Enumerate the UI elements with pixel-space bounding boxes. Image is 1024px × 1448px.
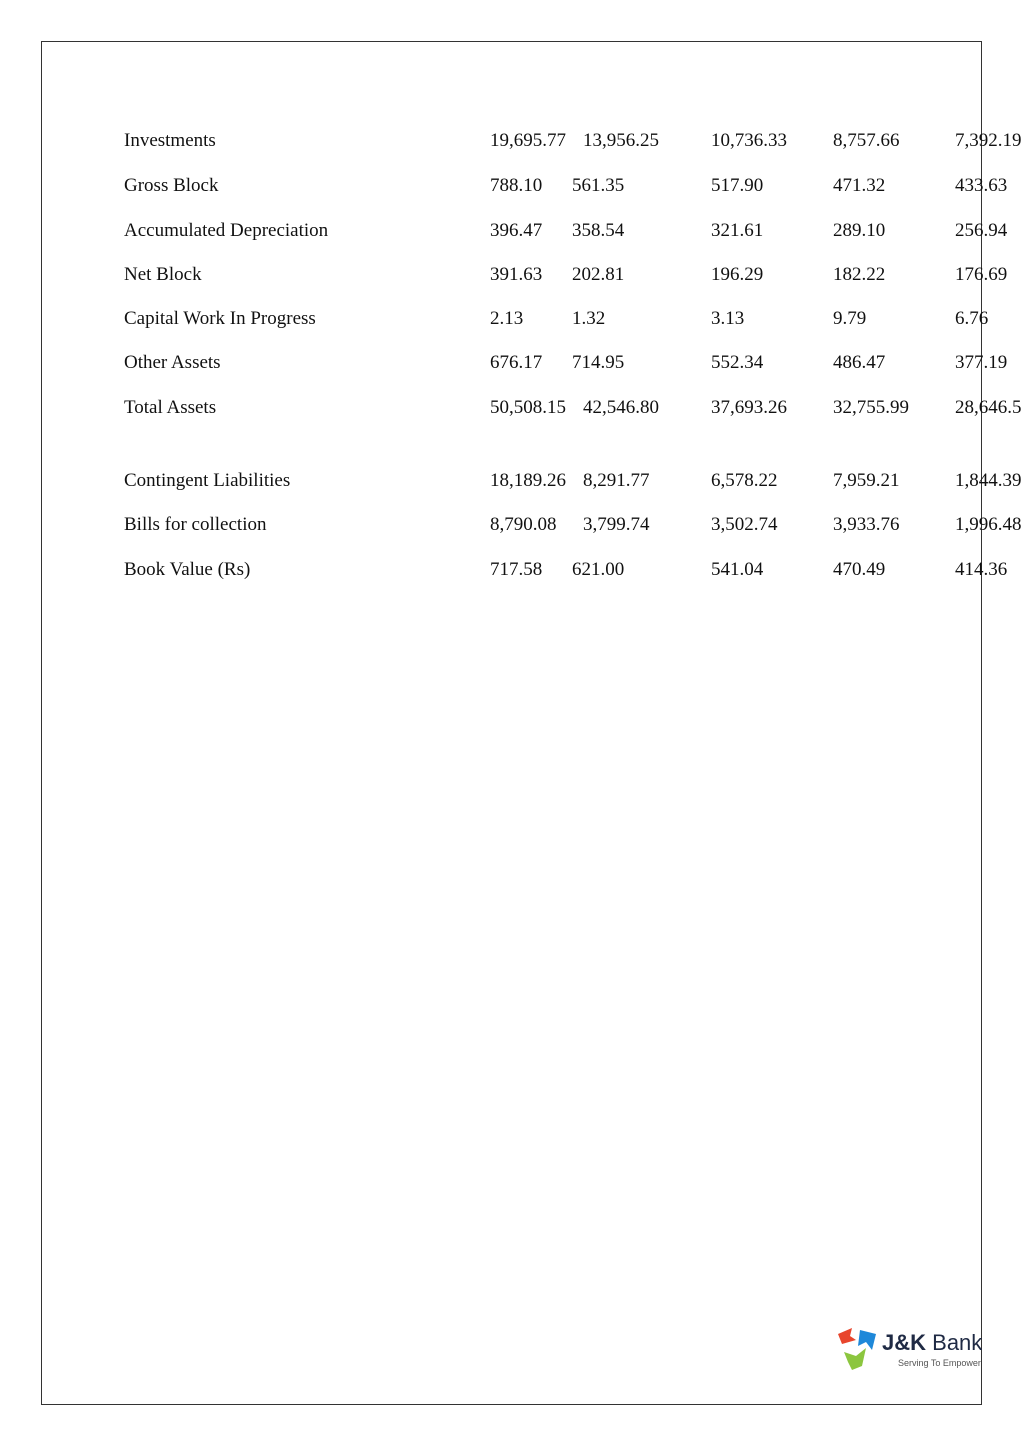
jk-bank-logo-icon (836, 1326, 882, 1372)
value-col-4: 7,959.21 (833, 470, 900, 491)
jk-bank-logo (836, 1326, 982, 1378)
value-col-1: 391.63 (490, 264, 543, 285)
value-col-5: 433.63 (955, 175, 1008, 196)
logo-blue-arrow (858, 1330, 876, 1350)
value-col-3: 517.90 (711, 175, 764, 196)
value-col-2: 3,799.74 (583, 514, 650, 535)
value-col-2: 621.00 (572, 559, 625, 580)
value-col-4: 8,757.66 (833, 130, 900, 151)
value-col-5: 28,646.5 (955, 397, 1022, 418)
value-col-1: 676.17 (490, 352, 543, 373)
value-col-5: 1,844.39 (955, 470, 1022, 491)
value-col-5: 256.94 (955, 220, 1008, 241)
value-col-2: 13,956.25 (583, 130, 659, 151)
value-col-2: 42,546.80 (583, 397, 659, 418)
value-col-4: 486.47 (833, 352, 886, 373)
row-label: Book Value (Rs) (124, 559, 251, 580)
row-label: Accumulated Depreciation (124, 220, 329, 241)
value-col-5: 414.36 (955, 559, 1008, 580)
logo-tagline: Serving To Empower (898, 1358, 981, 1368)
value-col-2: 358.54 (572, 220, 625, 241)
value-col-4: 32,755.99 (833, 397, 909, 418)
row-label: Net Block (124, 264, 202, 285)
value-col-1: 8,790.08 (490, 514, 557, 535)
value-col-4: 9.79 (833, 308, 867, 329)
value-col-1: 50,508.15 (490, 397, 566, 418)
logo-red-arrow (838, 1328, 856, 1344)
value-col-4: 182.22 (833, 264, 886, 285)
value-col-3: 3,502.74 (711, 514, 778, 535)
value-col-2: 1.32 (572, 308, 606, 329)
value-col-3: 37,693.26 (711, 397, 787, 418)
logo-brand-regular: Bank (932, 1330, 982, 1355)
value-col-5: 176.69 (955, 264, 1008, 285)
value-col-1: 717.58 (490, 559, 543, 580)
value-col-1: 19,695.77 (490, 130, 566, 151)
value-col-3: 6,578.22 (711, 470, 778, 491)
value-col-3: 196.29 (711, 264, 764, 285)
row-label: Capital Work In Progress (124, 308, 316, 329)
row-label: Total Assets (124, 397, 217, 418)
value-col-5: 1,996.48 (955, 514, 1022, 535)
row-label: Contingent Liabilities (124, 470, 291, 491)
value-col-1: 788.10 (490, 175, 543, 196)
value-col-2: 202.81 (572, 264, 625, 285)
row-label: Bills for collection (124, 514, 267, 535)
value-col-1: 18,189.26 (490, 470, 566, 491)
value-col-5: 377.19 (955, 352, 1008, 373)
value-col-3: 321.61 (711, 220, 764, 241)
value-col-3: 552.34 (711, 352, 764, 373)
logo-brand-name (882, 1330, 982, 1356)
value-col-5: 7,392.19 (955, 130, 1022, 151)
value-col-1: 396.47 (490, 220, 543, 241)
row-label: Investments (124, 130, 216, 151)
logo-green-arrow (844, 1348, 866, 1370)
value-col-4: 471.32 (833, 175, 886, 196)
value-col-3: 10,736.33 (711, 130, 787, 151)
row-label: Gross Block (124, 175, 219, 196)
value-col-1: 2.13 (490, 308, 524, 329)
value-col-5: 6.76 (955, 308, 989, 329)
value-col-2: 561.35 (572, 175, 625, 196)
financial-table (0, 0, 1024, 700)
value-col-2: 714.95 (572, 352, 625, 373)
value-col-2: 8,291.77 (583, 470, 650, 491)
value-col-3: 541.04 (711, 559, 764, 580)
value-col-4: 289.10 (833, 220, 886, 241)
value-col-3: 3.13 (711, 308, 745, 329)
row-label: Other Assets (124, 352, 221, 373)
value-col-4: 470.49 (833, 559, 886, 580)
value-col-4: 3,933.76 (833, 514, 900, 535)
logo-brand-bold: J&K (882, 1330, 927, 1355)
